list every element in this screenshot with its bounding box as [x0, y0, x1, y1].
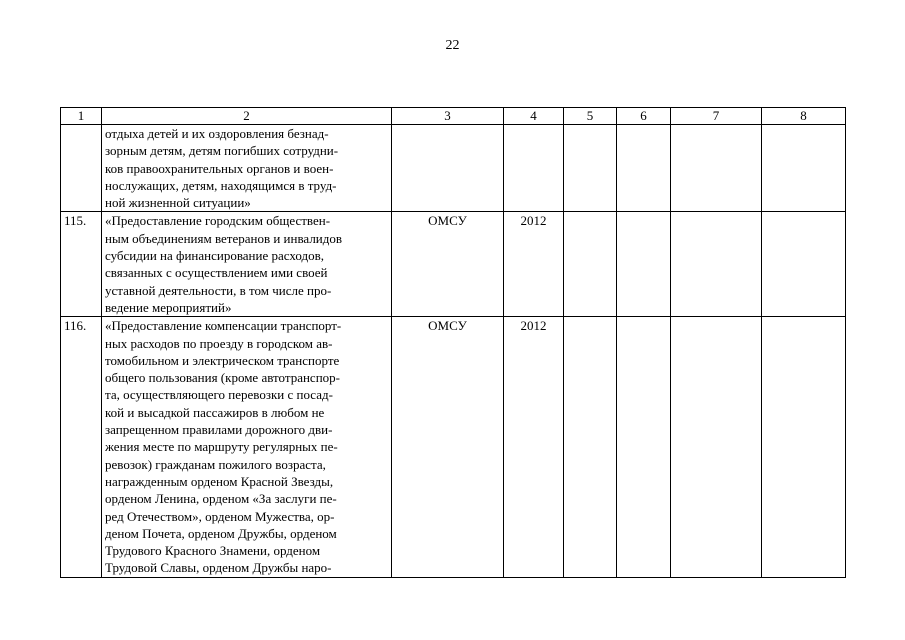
- header-row: [61, 108, 846, 125]
- page-number: 22: [445, 38, 460, 53]
- table-row: [61, 212, 846, 317]
- row-cell-5: [564, 212, 617, 317]
- row-cell-6: [617, 317, 671, 577]
- row-year: [504, 125, 564, 212]
- row-number: 116.: [61, 317, 102, 577]
- row-executor: ОМСУ: [392, 212, 504, 317]
- measures-table: [60, 107, 846, 578]
- table-row: [61, 317, 846, 577]
- row-cell-7: [671, 317, 762, 577]
- header-cell-1: 1: [61, 108, 102, 125]
- header-cell-6: 6: [617, 108, 671, 125]
- row-executor: [392, 125, 504, 212]
- row-cell-6: [617, 212, 671, 317]
- row-text: отдыха детей и их оздоровления безнад- зорным детям, детям погибших сотрудни- ков правоохранительных органов и воен- нослужащих, детям, находящимся в труд- ной жизненной ситуации»: [102, 125, 392, 212]
- row-text: «Предоставление компенсации транспорт- ных расходов по проезду в городском ав- томобильном и электрическом транспорте общего пользования (кроме автотранспор- та, осуществляющего перевозки с посад- кой и высадкой пассажиров в любом не запрещенном правилами дорожного дви- жения месте по маршруту регулярных пе- ревозок) гражданам пожилого возраста, награжденным орденом Красной Звезды, орденом Ленина, орденом «За заслуги пе- ред Отечеством», орденом Мужества, ор- деном Почета, орденом Дружбы, орденом Трудового Красного Знамени, орденом Трудовой Славы, орденом Дружбы наро-: [102, 317, 392, 577]
- row-cell-7: [671, 125, 762, 212]
- row-cell-7: [671, 212, 762, 317]
- header-cell-8: 8: [762, 108, 846, 125]
- row-year: 2012: [504, 317, 564, 577]
- row-year: 2012: [504, 212, 564, 317]
- header-cell-3: 3: [392, 108, 504, 125]
- row-cell-5: [564, 125, 617, 212]
- row-cell-6: [617, 125, 671, 212]
- row-cell-5: [564, 317, 617, 577]
- header-cell-7: 7: [671, 108, 762, 125]
- header-cell-2: 2: [102, 108, 392, 125]
- row-cell-8: [762, 125, 846, 212]
- header-cell-4: 4: [504, 108, 564, 125]
- table-row: [61, 125, 846, 212]
- row-number: [61, 125, 102, 212]
- row-executor: ОМСУ: [392, 317, 504, 577]
- header-cell-5: 5: [564, 108, 617, 125]
- row-text: «Предоставление городским обществен- ным объединениям ветеранов и инвалидов субсидии на финансирование расходов, связанных с осуществлением ими своей уставной деятельности, в том числе про- ведение мероприятий»: [102, 212, 392, 317]
- row-cell-8: [762, 317, 846, 577]
- row-cell-8: [762, 212, 846, 317]
- row-number: 115.: [61, 212, 102, 317]
